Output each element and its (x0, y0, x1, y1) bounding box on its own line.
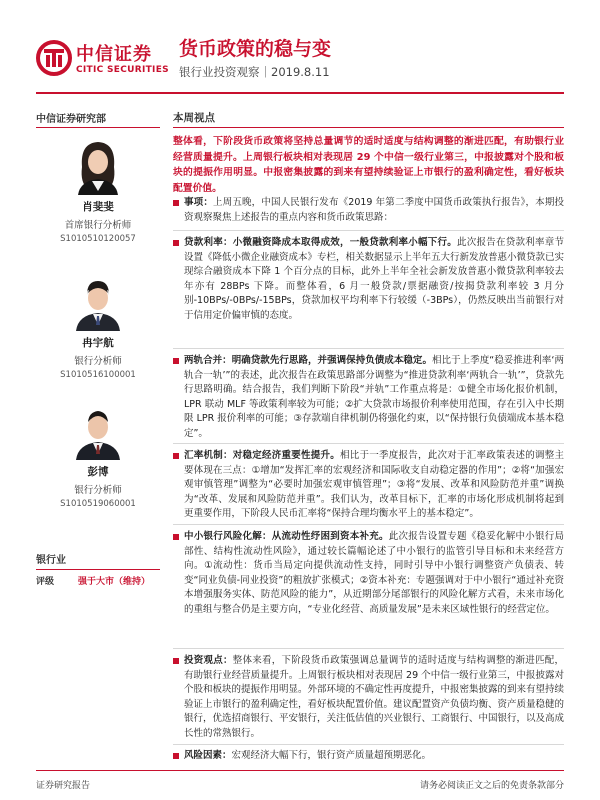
analyst-photo (72, 402, 124, 460)
analyst-card (36, 273, 160, 380)
paragraph-lead: 投资观点： (184, 655, 233, 666)
analyst-photo (72, 137, 124, 195)
bullet-square-icon (173, 534, 179, 540)
section-title: 本周视点 (173, 112, 215, 124)
paragraph-divider (173, 648, 564, 649)
body-paragraph (173, 354, 564, 442)
paragraph-body: 相比于一季度报告，此次对于汇率政策表述的调整主要体现在三点：①增加“发挥汇率的宏观经济和国际收支自动稳定器的作用”；②将“加强宏观审慎管理”调整为“必要时加强宏观审慎管理”；③将“发展、改革和风险防范并重”调换为“改革、发展和风险防范并重”。我们认为，改革目标下，汇率的市场化形成机制将起到更重要作用，下阶段人民币汇率将“保持合理均衡水平上的基本稳定”。 (184, 450, 564, 520)
paragraph-divider (173, 230, 564, 231)
body-paragraph (173, 530, 564, 618)
analyst-card (36, 402, 160, 509)
section-divider (173, 127, 564, 128)
analyst-license-id: S1010516100001 (60, 370, 136, 380)
citic-logo-icon (36, 40, 72, 76)
analyst-role: 首席银行分析师 (64, 220, 132, 231)
analyst-name: 冉宇航 (82, 337, 114, 349)
body-paragraph (173, 196, 564, 225)
footer-label: 证券研究报告 (36, 781, 91, 791)
paragraph-lead: 两轨合并：明确贷款先行思路，并强调保持负债成本稳定。 (184, 355, 432, 366)
paragraph-lead: 事项： (184, 197, 213, 208)
analyst-role: 银行分析师 (74, 485, 122, 496)
rating-row (36, 574, 160, 587)
document-subtitle: 银行业投资观察｜2019.8.11 (179, 65, 330, 79)
paragraph-lead: 中小银行风险化解：从流动性纾困到资本补充。 (184, 531, 389, 542)
analyst-photo (72, 273, 124, 331)
paragraph-body: 上周五晚，中国人民银行发布《2019 年第二季度中国货币政策执行报告》，本期投资观察聚焦上述报告的重点内容和货币政策思路： (184, 197, 564, 223)
bullet-square-icon (173, 453, 179, 459)
paragraph-divider (173, 443, 564, 444)
institute-name: 中信证券研究部 (36, 114, 106, 125)
rating-value: 强于大市（维持） (78, 577, 151, 587)
paragraph-lead: 风险因素： (184, 750, 232, 761)
sector-divider (36, 569, 160, 570)
paragraph-lead: 贷款利率：小微融资降成本取得成效，一般贷款利率小幅下行。 (184, 237, 457, 248)
sector-rating-box (36, 551, 160, 587)
paragraph-body: 整体来看，下阶段货币政策强调总量调节的适时适度与结构调整的渐进匹配，有助银行业经营质量提升。上周银行板块相对表现居 29 个中信一级行业第三，中报披露对个股和板块的提振作用明显。外部环境的不确定性再度提升，中报密集披露的到来有望持续验证上市银行的盈利确定性，看好板块配置价值。建议配置资产负债均衡、资产质量稳健的银行，优选招商银行、平安银行，关注低估值的兴业银行、工商银行、中国银行，以及高成长性的常熟银行。 (184, 655, 565, 739)
footer-divider (36, 770, 564, 771)
bullet-square-icon (173, 240, 179, 246)
analyst-name: 肖斐斐 (82, 201, 114, 213)
summary-paragraph: 整体看，下阶段货币政策将坚持总量调节的适时适度与结构调整的渐进匹配，有助银行业经营质量提升。上周银行板块相对表现居 29 个中信一级行业第三，中报披露对个股和板块的提振作用明显。中报密集披露的到来有望持续验证上市银行的盈利确定性，看好板块配置价值。 (173, 136, 564, 194)
analyst-license-id: S1010519060001 (60, 499, 136, 509)
bullet-square-icon (173, 753, 179, 759)
rating-label: 评级 (36, 577, 55, 587)
institute-divider (36, 127, 160, 128)
analyst-card (36, 137, 160, 244)
paragraph-divider (173, 524, 564, 525)
body-paragraph (173, 449, 564, 522)
body-paragraph (173, 654, 564, 742)
brand-name-en: CITIC SECURITIES (76, 65, 169, 75)
footer-disclaimer: 请务必阅读正文之后的免责条款部分 (419, 781, 564, 791)
paragraph-body: 此次报告设置专题《稳妥化解中小银行局部性、结构性流动性风险》，通过较长篇幅论述了中小银行的监管引导目标和未来经营方向。①流动性：货币当局定向提供流动性支持，同时引导中小银行调整资产负债表、转变“同业负债-同业投资”的粗放扩张模式；②资本补充：专题强调对于中小银行“通过补充资本增强服务实体、防范风险的能力”，从近期部分尾部银行的风险化解方式看，未来市场化的重组与整合仍是主要方向，“专业化经营、高质量发展”是未来区域性银行的经营定位。 (184, 531, 564, 615)
paragraph-lead: 汇率机制：对稳定经济重要性提升。 (184, 450, 340, 461)
header-divider (36, 92, 564, 94)
analyst-license-id: S1010510120057 (60, 234, 136, 244)
sector-title: 银行业 (36, 555, 66, 566)
document-title: 货币政策的稳与变 (179, 38, 332, 60)
analyst-role: 银行分析师 (74, 356, 122, 367)
body-paragraph (173, 749, 564, 764)
paragraph-body: 此次报告在贷款利率章节设置《降低小微企业融资成本》专栏，相关数据显示上半年五大行新发放普惠小微贷款已实现综合融资成本下降 1 个百分点的目标，此外上半年全社会新发放普惠小微贷款利率较去年亦有 28BPs 下降。而整体看，6 月一般贷款/票据融资/按揭贷款利率较 3 月分别-10BPs/-0BPs/-15BPs，贷款加权平均利率下行较缓（-3BPs），仍然反映出当前银行对于信用定价偏审慎的态度。 (184, 237, 565, 321)
bullet-square-icon (173, 200, 179, 206)
bullet-square-icon (173, 358, 179, 364)
brand-logo (36, 38, 176, 90)
bullet-square-icon (173, 658, 179, 664)
brand-name-cn: 中信证券 (76, 44, 152, 65)
paragraph-body: 相比于上季度“稳妥推进利率‘两轨合一轨’”的表述，此次报告在政策思路部分调整为“推进贷款利率‘两轨合一轨’”，贷款先行思路明确。结合报告，我们判断下阶段“并轨”工作重点将是：①健全市场化报价机制，LPR 联动 MLF 等政策利率较为可能；②扩大贷款市场报价利率使用范围，存在引入中长期限 LPR 报价利率的可能；③存款端自律机制仍将强化约束，以“保持银行负债端成本基本稳定”。 (184, 355, 564, 439)
paragraph-body: 宏观经济大幅下行，银行资产质量超预期恶化。 (231, 750, 432, 761)
analyst-name: 彭博 (87, 466, 109, 478)
body-paragraph (173, 236, 564, 324)
paragraph-divider (173, 744, 564, 745)
paragraph-divider (173, 348, 564, 349)
